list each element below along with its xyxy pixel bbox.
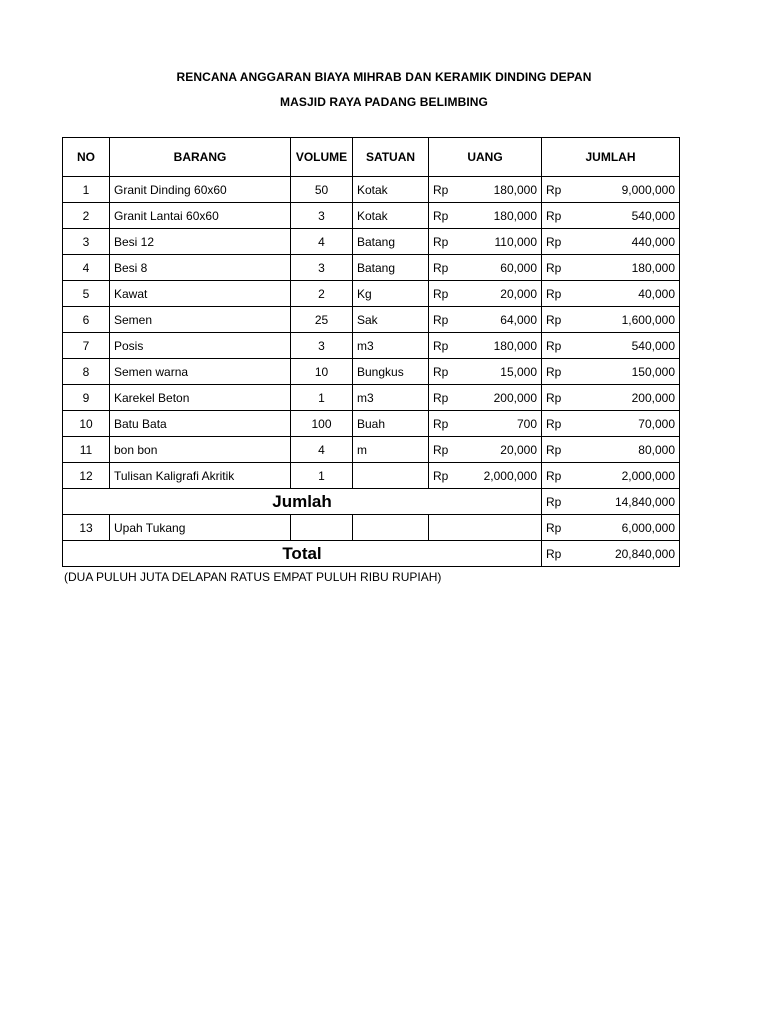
subtotal-row xyxy=(63,489,680,515)
total-value-cell xyxy=(542,541,680,567)
document-subtitle: MASJID RAYA PADANG BELIMBING xyxy=(280,95,488,109)
labor-barang: Upah Tukang xyxy=(110,515,291,541)
currency-label: Rp xyxy=(546,468,562,483)
currency-label: Rp xyxy=(433,234,449,249)
row-uang: 20,000 xyxy=(500,442,537,457)
row-no: 6 xyxy=(63,307,110,333)
row-jumlah-cell xyxy=(542,359,680,385)
currency-label: Rp xyxy=(433,286,449,301)
row-jumlah-cell xyxy=(542,411,680,437)
labor-row xyxy=(63,515,680,541)
currency-label: Rp xyxy=(433,390,449,405)
currency-label: Rp xyxy=(546,494,562,509)
table-row xyxy=(63,411,680,437)
row-barang: Kawat xyxy=(110,281,291,307)
row-no: 2 xyxy=(63,203,110,229)
row-uang-cell xyxy=(429,463,542,489)
row-uang-cell xyxy=(429,255,542,281)
currency-label: Rp xyxy=(433,260,449,275)
row-no: 5 xyxy=(63,281,110,307)
labor-satuan xyxy=(353,515,429,541)
row-uang-cell xyxy=(429,281,542,307)
row-jumlah-cell xyxy=(542,463,680,489)
row-satuan: Kg xyxy=(353,281,429,307)
row-uang: 64,000 xyxy=(500,312,537,327)
row-jumlah: 40,000 xyxy=(638,286,675,301)
row-uang: 15,000 xyxy=(500,364,537,379)
row-volume: 4 xyxy=(291,229,353,255)
currency-label: Rp xyxy=(546,312,562,327)
subtotal-value-cell xyxy=(542,489,680,515)
currency-label: Rp xyxy=(546,286,562,301)
row-no: 10 xyxy=(63,411,110,437)
row-jumlah: 180,000 xyxy=(631,260,675,275)
row-uang: 700 xyxy=(516,416,537,431)
currency-label: Rp xyxy=(546,182,562,197)
row-satuan: Batang xyxy=(353,255,429,281)
row-no: 7 xyxy=(63,333,110,359)
row-uang: 180,000 xyxy=(493,208,537,223)
currency-label: Rp xyxy=(546,442,562,457)
header-volume: VOLUME xyxy=(291,138,353,177)
currency-label: Rp xyxy=(546,260,562,275)
table-row xyxy=(63,307,680,333)
row-uang-cell xyxy=(429,333,542,359)
row-barang: Granit Dinding 60x60 xyxy=(110,177,291,203)
labor-jumlah: 6,000,000 xyxy=(621,520,675,535)
currency-label: Rp xyxy=(546,364,562,379)
row-jumlah: 440,000 xyxy=(631,234,675,249)
table-row xyxy=(63,463,680,489)
labor-jumlah-cell xyxy=(542,515,680,541)
row-jumlah: 80,000 xyxy=(638,442,675,457)
currency-label: Rp xyxy=(546,520,562,535)
row-satuan xyxy=(353,463,429,489)
row-volume: 3 xyxy=(291,255,353,281)
labor-no: 13 xyxy=(63,515,110,541)
currency-label: Rp xyxy=(433,208,449,223)
table-row xyxy=(63,229,680,255)
currency-label: Rp xyxy=(546,208,562,223)
row-barang: bon bon xyxy=(110,437,291,463)
currency-label: Rp xyxy=(546,416,562,431)
row-jumlah: 150,000 xyxy=(631,364,675,379)
row-uang: 110,000 xyxy=(494,234,537,249)
row-uang: 60,000 xyxy=(500,260,537,275)
row-jumlah: 2,000,000 xyxy=(621,468,675,483)
row-jumlah-cell xyxy=(542,229,680,255)
row-barang: Semen xyxy=(110,307,291,333)
row-satuan: Sak xyxy=(353,307,429,333)
header-barang: BARANG xyxy=(110,138,291,177)
row-no: 1 xyxy=(63,177,110,203)
row-jumlah-cell xyxy=(542,333,680,359)
row-volume: 50 xyxy=(291,177,353,203)
row-jumlah: 540,000 xyxy=(631,338,675,353)
labor-uang xyxy=(429,515,542,541)
row-uang-cell xyxy=(429,411,542,437)
row-uang-cell xyxy=(429,229,542,255)
row-jumlah-cell xyxy=(542,177,680,203)
row-uang-cell xyxy=(429,385,542,411)
row-barang: Posis xyxy=(110,333,291,359)
row-volume: 2 xyxy=(291,281,353,307)
table-row xyxy=(63,177,680,203)
row-no: 12 xyxy=(63,463,110,489)
row-satuan: Kotak xyxy=(353,203,429,229)
header-uang: UANG xyxy=(429,138,542,177)
row-jumlah: 9,000,000 xyxy=(621,182,675,197)
row-satuan: Buah xyxy=(353,411,429,437)
row-jumlah: 70,000 xyxy=(638,416,675,431)
row-volume: 3 xyxy=(291,203,353,229)
row-satuan: m xyxy=(353,437,429,463)
row-jumlah-cell xyxy=(542,437,680,463)
row-satuan: m3 xyxy=(353,385,429,411)
row-no: 11 xyxy=(63,437,110,463)
row-uang: 180,000 xyxy=(493,338,537,353)
row-volume: 3 xyxy=(291,333,353,359)
row-jumlah: 540,000 xyxy=(631,208,675,223)
table-header-row xyxy=(63,138,680,177)
row-jumlah: 1,600,000 xyxy=(621,312,675,327)
row-uang: 180,000 xyxy=(493,182,537,197)
currency-label: Rp xyxy=(546,234,562,249)
subtotal-label: Jumlah xyxy=(63,489,542,515)
header-no: NO xyxy=(63,138,110,177)
row-volume: 100 xyxy=(291,411,353,437)
total-label: Total xyxy=(63,541,542,567)
row-jumlah-cell xyxy=(542,385,680,411)
table-row xyxy=(63,333,680,359)
row-jumlah-cell xyxy=(542,255,680,281)
currency-label: Rp xyxy=(546,338,562,353)
currency-label: Rp xyxy=(546,546,562,561)
row-no: 4 xyxy=(63,255,110,281)
item-rows xyxy=(63,177,680,489)
row-uang-cell xyxy=(429,177,542,203)
header-jumlah: JUMLAH xyxy=(542,138,680,177)
row-uang-cell xyxy=(429,203,542,229)
row-satuan: Batang xyxy=(353,229,429,255)
row-uang: 200,000 xyxy=(493,390,537,405)
amount-in-words: (DUA PULUH JUTA DELAPAN RATUS EMPAT PULUH RIBU RUPIAH) xyxy=(64,570,442,584)
row-uang: 2,000,000 xyxy=(483,468,537,483)
currency-label: Rp xyxy=(433,468,449,483)
currency-label: Rp xyxy=(433,182,449,197)
row-jumlah: 200,000 xyxy=(631,390,675,405)
row-barang: Batu Bata xyxy=(110,411,291,437)
row-volume: 25 xyxy=(291,307,353,333)
row-no: 3 xyxy=(63,229,110,255)
row-satuan: m3 xyxy=(353,333,429,359)
row-barang: Semen warna xyxy=(110,359,291,385)
row-volume: 1 xyxy=(291,385,353,411)
row-uang-cell xyxy=(429,359,542,385)
currency-label: Rp xyxy=(433,312,449,327)
row-uang-cell xyxy=(429,307,542,333)
row-barang: Karekel Beton xyxy=(110,385,291,411)
row-no: 9 xyxy=(63,385,110,411)
row-barang: Granit Lantai 60x60 xyxy=(110,203,291,229)
budget-table xyxy=(62,137,680,567)
table-row xyxy=(63,255,680,281)
total-row xyxy=(63,541,680,567)
row-barang: Besi 8 xyxy=(110,255,291,281)
subtotal-value: 14,840,000 xyxy=(614,494,675,509)
document-title: RENCANA ANGGARAN BIAYA MIHRAB DAN KERAMIK DINDING DEPAN xyxy=(176,70,592,84)
labor-volume xyxy=(291,515,353,541)
currency-label: Rp xyxy=(433,364,449,379)
row-volume: 4 xyxy=(291,437,353,463)
row-barang: Tulisan Kaligrafi Akritik xyxy=(110,463,291,489)
row-jumlah-cell xyxy=(542,203,680,229)
row-volume: 1 xyxy=(291,463,353,489)
currency-label: Rp xyxy=(433,416,449,431)
row-uang: 20,000 xyxy=(500,286,537,301)
row-satuan: Kotak xyxy=(353,177,429,203)
currency-label: Rp xyxy=(433,442,449,457)
table-row xyxy=(63,281,680,307)
row-satuan: Bungkus xyxy=(353,359,429,385)
table-row xyxy=(63,385,680,411)
table-row xyxy=(63,359,680,385)
row-volume: 10 xyxy=(291,359,353,385)
header-satuan: SATUAN xyxy=(353,138,429,177)
row-jumlah-cell xyxy=(542,281,680,307)
currency-label: Rp xyxy=(433,338,449,353)
table-row xyxy=(63,437,680,463)
table-row xyxy=(63,203,680,229)
row-barang: Besi 12 xyxy=(110,229,291,255)
total-value: 20,840,000 xyxy=(614,546,675,561)
row-no: 8 xyxy=(63,359,110,385)
currency-label: Rp xyxy=(546,390,562,405)
row-uang-cell xyxy=(429,437,542,463)
row-jumlah-cell xyxy=(542,307,680,333)
